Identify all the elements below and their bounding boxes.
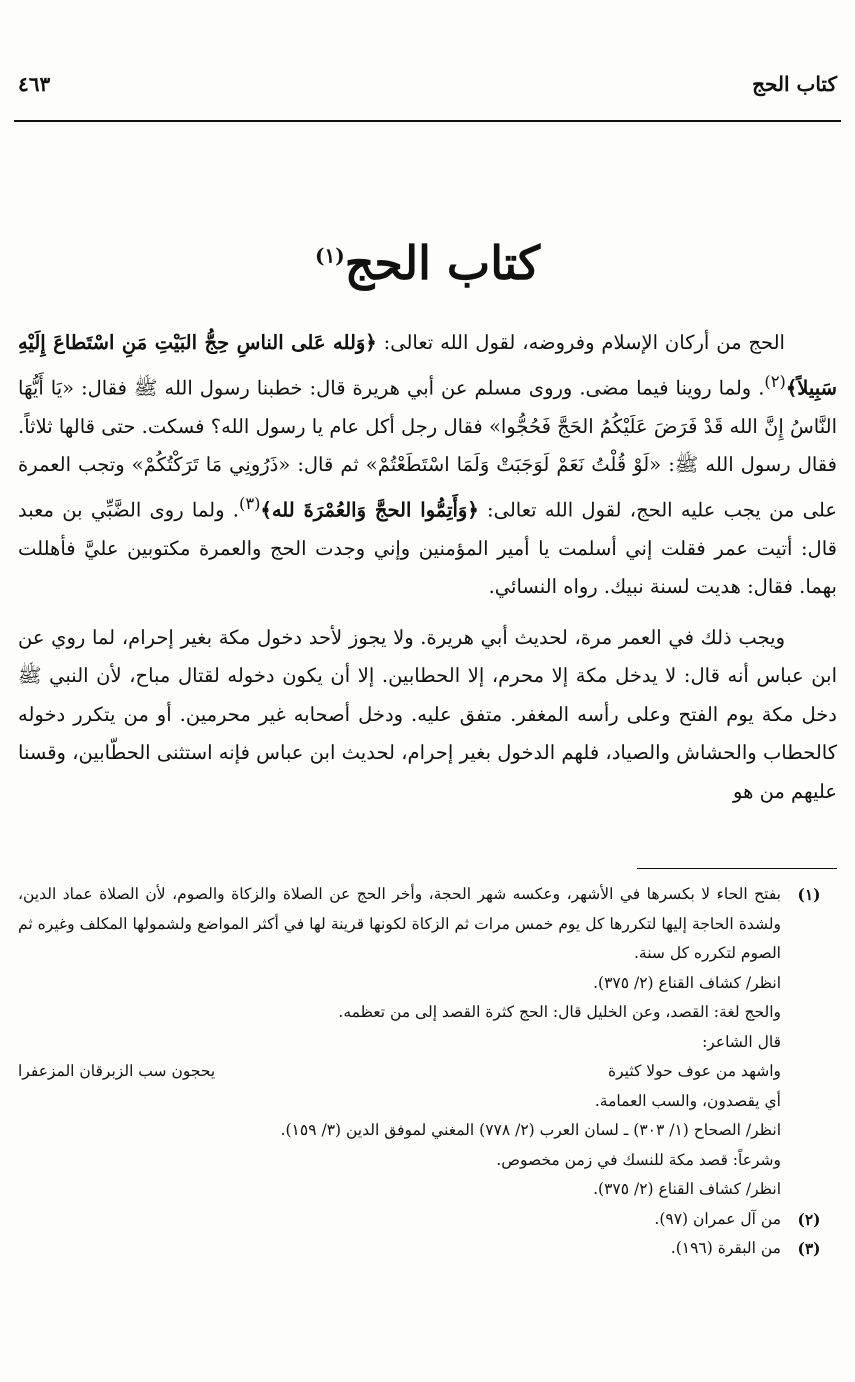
poem-verse bbox=[18, 1057, 781, 1087]
footnote-line: انظر/ الصحاح (١/ ٣٠٣) ـ لسان العرب (٢/ ٧٧٨) المغني لموفق الدين (٣/ ١٥٩). bbox=[280, 1121, 781, 1139]
main-text bbox=[18, 324, 837, 811]
footnote-body: من آل عمران (٩٧). bbox=[654, 1209, 781, 1228]
footnote-line: بفتح الحاء لا بكسرها في الأشهر، وعكسه شهر الحجة، وأخر الحج عن الصلاة والزكاة والصوم، لأن الصلاة عماد الدين، ولشدة الحاجة إليها لتكررها كل يوم خمس مرات ثم الزكاة لكونها قرينة لها في أكثر المواضع ولشمولها المكلف وغيره ثم الصوم لتكرره كل سنة. bbox=[18, 885, 781, 962]
footnote-line: انظر/ كشاف القناع (٢/ ٣٧٥). bbox=[593, 973, 781, 992]
footnote-line: أي يقصدون، والسب العمامة. bbox=[594, 1091, 781, 1110]
paragraph-2: ويجب ذلك في العمر مرة، لحديث أبي هريرة. ولا يجوز لأحد دخول مكة بغير إحرام، لما روي عن ابن عباس أنه قال: لا يدخل مكة إلا محرم، إلا الحطابين. إلا أن يكون دخوله لقتال مباح، لأن النبي ﷺ دخل مكة يوم الفتح وعلى رأسه المغفر. متفق عليه. ودخل أصحابه غير محرمين. أو من يتكرر دخوله كالحطاب والحشاش والصياد، فلهم الدخول بغير إحرام، لحديث ابن عباس فإنه استثنى الحطّابين، وقسنا عليهم من هو bbox=[18, 625, 837, 803]
footnote-number: (٢) bbox=[797, 1209, 821, 1229]
footnote-rule bbox=[637, 868, 837, 869]
quran-verse-1: ﴿وَلله عَلى الناسِ حِجُّ البَيْتِ مَنِ اسْتَطاعَ إِلَيْهِ سَبِيلاً﴾ bbox=[18, 331, 837, 399]
footnote-2 bbox=[18, 1205, 837, 1235]
footnote-3 bbox=[18, 1234, 837, 1264]
footnote-ref-2: (٢) bbox=[764, 371, 786, 391]
poem-second-hemistich: يحجون سب الزبرقان المزعفرا bbox=[18, 1062, 216, 1080]
footnote-1 bbox=[18, 880, 837, 1205]
footnotes bbox=[18, 880, 837, 1264]
chapter-title-text: كتاب الحج bbox=[344, 236, 540, 290]
p1-text-3: . ولما روى الضَّبِّي بن معبد قال: أتيت عمر فقلت إني أسلمت يا أمير المؤمنين وإني وجدت الحج والعمرة مكتوبين عليَّ فأهللت بهما. فقال: هديت لسنة نبيك. رواه النسائي. bbox=[18, 498, 837, 598]
paragraph-1 bbox=[18, 324, 837, 607]
footnote-body: من البقرة (١٩٦). bbox=[670, 1239, 781, 1257]
footnote-number: (١) bbox=[797, 885, 821, 904]
page-number: ٤٦٣ bbox=[18, 72, 51, 96]
p1-text-2: . ولما روينا فيما مضى. وروى مسلم عن أبي هريرة قال: خطبنا رسول الله ﷺ فقال: «يَا أَيُّهَا النَّاسُ إِنَّ الله قَدْ فَرَضَ عَلَيْكُمُ الحَجَّ فَحُجُّوا» فقال رجل أكل عام يا رسول الله؟ فسكت. حتى قالها ثلاثاً. فقال رسول الله ﷺ: «لَوْ قُلْتُ نَعَمْ لَوَجَبَتْ وَلَمَا اسْتَطَعْتُمْ» ثم قال: «ذَرُونِي مَا تَرَكْتُكُمْ» وتجب العمرة على من يجب عليه الحج، لقول الله تعالى: bbox=[18, 376, 837, 521]
footnote-line: قال الشاعر: bbox=[702, 1032, 781, 1051]
p1-text-1: الحج من أركان الإسلام وفروضه، لقول الله تعالى: bbox=[376, 331, 785, 354]
footnote-line: انظر/ كشاف القناع (٢/ ٣٧٥). bbox=[593, 1180, 781, 1198]
chapter-title bbox=[0, 236, 855, 291]
footnote-number: (٣) bbox=[797, 1239, 821, 1258]
running-header bbox=[18, 66, 837, 102]
poem-first-hemistich: واشهد من عوف حولا كثيرة bbox=[607, 1062, 781, 1080]
footnote-ref-3: (٣) bbox=[238, 493, 261, 513]
footnote-line: وشرعاً: قصد مكة للنسك في زمن مخصوص. bbox=[496, 1150, 781, 1169]
running-title: كتاب الحج bbox=[752, 72, 837, 96]
header-rule bbox=[14, 120, 841, 122]
footnote-body bbox=[18, 880, 781, 1205]
quran-verse-2: ﴿وَأَتِمُّوا الحجَّ وَالعُمْرَةَ لله﴾ bbox=[260, 498, 479, 521]
chapter-footnote-ref: (١) bbox=[315, 243, 345, 268]
footnote-line: والحج لغة: القصد، وعن الخليل قال: الحج كثرة القصد إلى من تعظمه. bbox=[338, 1003, 781, 1021]
